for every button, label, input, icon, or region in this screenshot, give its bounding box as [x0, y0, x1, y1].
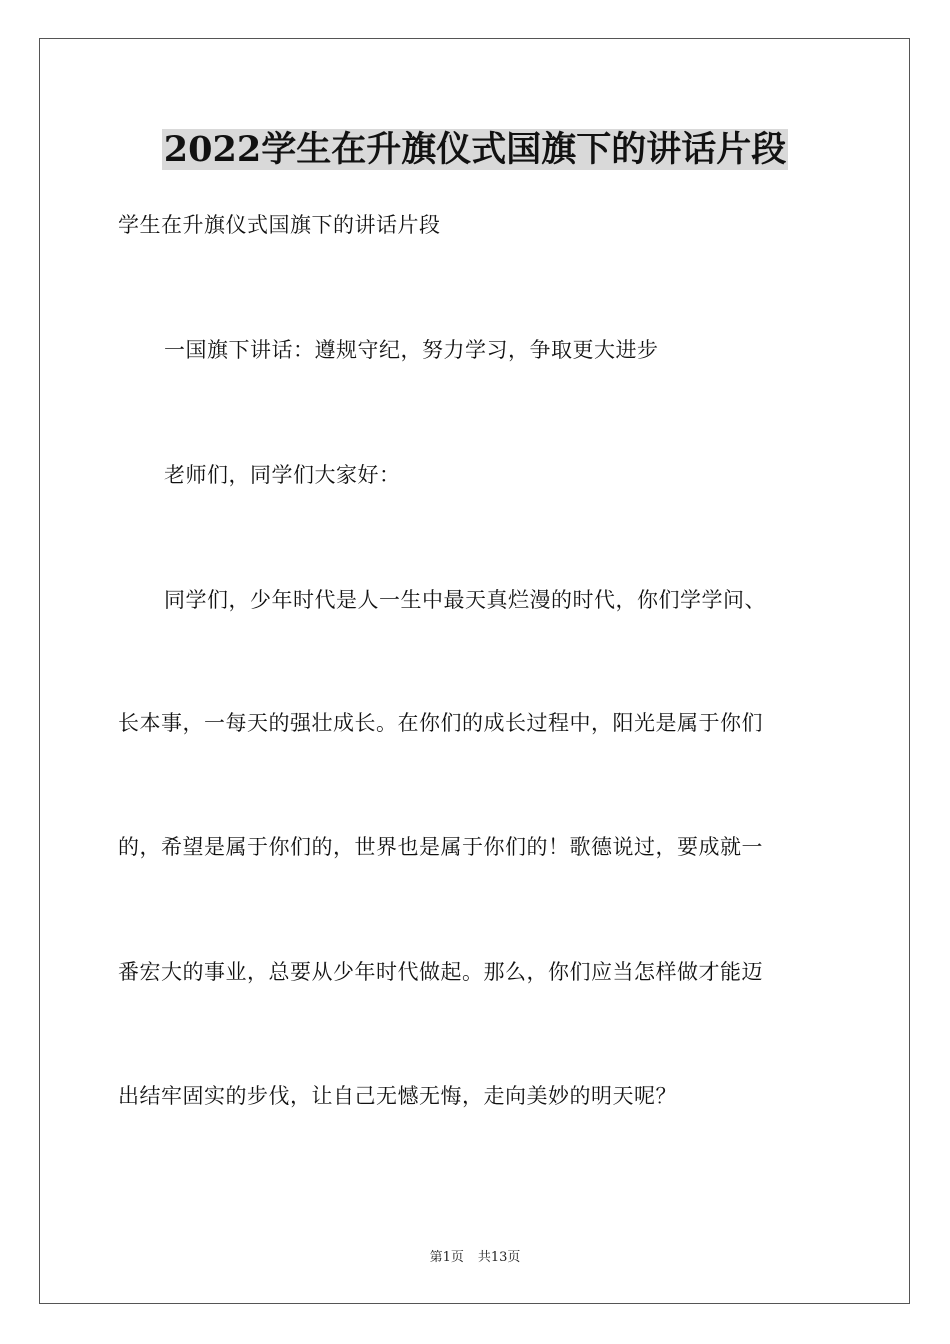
section-heading: 一国旗下讲话：遵规守纪，努力学习，争取更大进步 [164, 338, 659, 362]
page-footer [0, 1249, 950, 1267]
paragraph-line: 出结牢固实的步伐，让自己无憾无悔，走向美妙的明天呢？ [118, 1084, 677, 1108]
document-title [0, 126, 950, 174]
greeting-line: 老师们，同学们大家好： [164, 463, 401, 487]
document-subtitle: 学生在升旗仪式国旗下的讲话片段 [118, 213, 441, 237]
paragraph-line: 番宏大的事业，总要从少年时代做起。那么，你们应当怎样做才能迈 [118, 960, 763, 984]
paragraph-line: 同学们，少年时代是人一生中最天真烂漫的时代，你们学学问、 [164, 588, 766, 612]
paragraph-line: 的，希望是属于你们的，世界也是属于你们的！歌德说过，要成就一 [118, 835, 763, 859]
page-number: 第1页 [429, 1250, 464, 1265]
document-title-text: 2022学生在升旗仪式国旗下的讲话片段 [163, 129, 787, 170]
page-total: 共13页 [477, 1250, 521, 1265]
paragraph-line: 长本事，一每天的强壮成长。在你们的成长过程中，阳光是属于你们 [118, 711, 763, 735]
